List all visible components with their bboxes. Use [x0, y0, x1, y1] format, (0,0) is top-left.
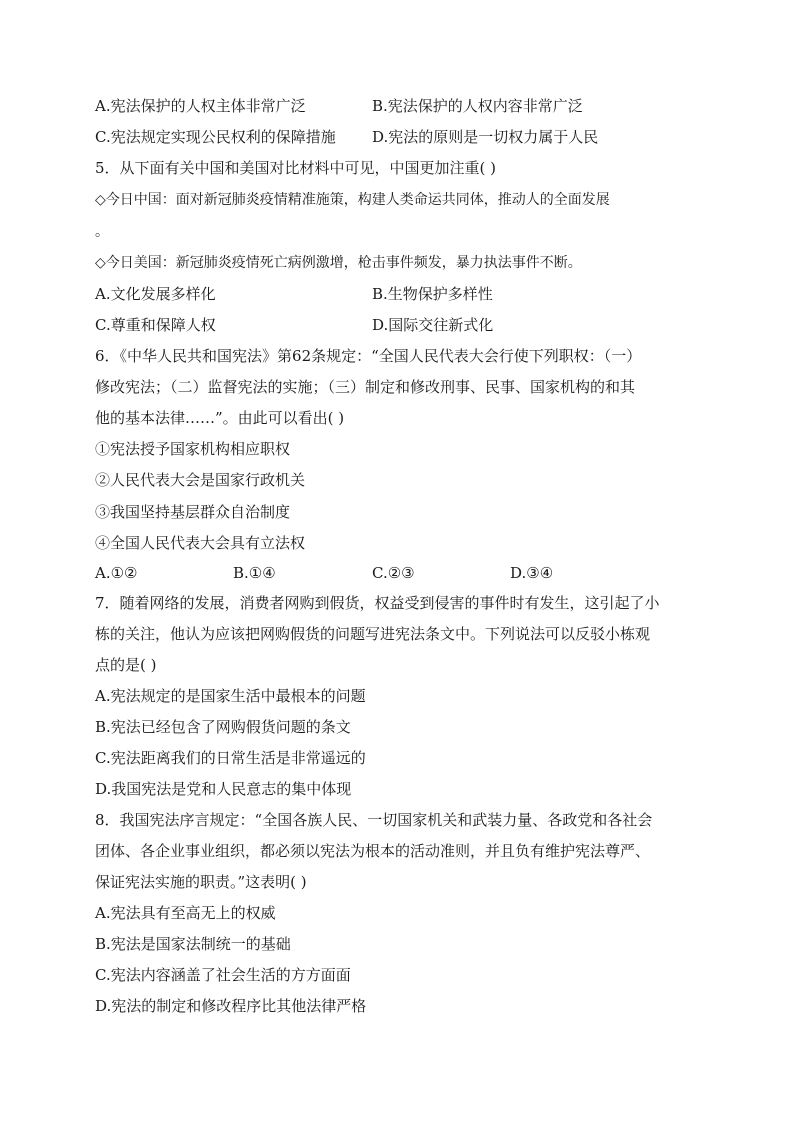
q7-option-c: C.宪法距离我们的日常生活是非常遥远的: [95, 749, 366, 767]
q5-material-usa: ◇今日美国：新冠肺炎疫情死亡病例激增，枪击事件频发，暴力执法事件不断。: [95, 255, 582, 271]
q6-option-d: D.③④: [510, 564, 554, 582]
q6-item-3: ③我国坚持基层群众自治制度: [95, 503, 291, 521]
q4-option-c: C.宪法规定实现公民权利的保障措施: [95, 128, 336, 146]
q6-item-4: ④全国人民代表大会具有立法权: [95, 534, 306, 552]
q8-stem-line2: 团体、各企业事业组织，都必须以宪法为根本的活动准则，并且负有维护宪法尊严、: [95, 842, 651, 860]
q8-option-d: D.宪法的制定和修改程序比其他法律严格: [95, 997, 367, 1015]
q8-option-c: C.宪法内容涵盖了社会生活的方方面面: [95, 966, 351, 984]
q7-stem-line2: 栋的关注，他认为应该把网购假货的问题写进宪法条文中。下列说法可以反驳小栋观: [95, 625, 651, 643]
q6-item-2: ②人民代表大会是国家行政机关: [95, 471, 306, 489]
q5-material-china-cont: 。: [95, 224, 109, 240]
q7-stem-line3: 点的是( ): [95, 656, 157, 674]
q5-option-a: A.文化发展多样化: [95, 285, 216, 303]
q5-option-d: D.国际交往新式化: [372, 316, 494, 334]
q5-stem: 5．从下面有关中国和美国对比材料中可见，中国更加注重( ): [95, 159, 497, 177]
q6-stem-line2: 修改宪法；（二）监督宪法的实施；（三）制定和修改刑事、民事、国家机构的和其: [95, 378, 636, 396]
q6-option-b: B.①④: [233, 564, 276, 582]
q7-stem-line1: 7．随着网络的发展，消费者网购到假货，权益受到侵害的事件时有发生，这引起了小: [95, 594, 660, 612]
q4-option-b: B.宪法保护的人权内容非常广泛: [372, 97, 583, 115]
q7-option-d: D.我国宪法是党和人民意志的集中体现: [95, 780, 352, 798]
q7-option-a: A.宪法规定的是国家生活中最根本的问题: [95, 687, 366, 705]
q8-stem-line3: 保证宪法实施的职责。”这表明( ): [95, 873, 307, 891]
q8-stem-line1: 8．我国宪法序言规定：“全国各族人民、一切国家机关和武装力量、各政党和各社会: [95, 811, 653, 829]
q4-option-a: A.宪法保护的人权主体非常广泛: [95, 97, 306, 115]
q8-option-a: A.宪法具有至高无上的权威: [95, 904, 276, 922]
q5-material-china: ◇今日中国：面对新冠肺炎疫情精准施策，构建人类命运共同体，推动人的全面发展: [95, 192, 610, 208]
q4-option-d: D.宪法的原则是一切权力属于人民: [372, 128, 599, 146]
q6-option-a: A.①②: [95, 564, 138, 582]
q6-stem-line3: 他的基本法律……”。由此可以看出( ): [95, 409, 345, 427]
q7-option-b: B.宪法已经包含了网购假货问题的条文: [95, 718, 351, 736]
q6-stem-line1: 6．《中华人民共和国宪法》第62条规定：“全国人民代表大会行使下列职权：（一）: [95, 347, 642, 365]
q5-option-b: B.生物保护多样性: [372, 285, 493, 303]
q6-option-c: C.②③: [372, 564, 415, 582]
q5-option-c: C.尊重和保障人权: [95, 316, 216, 334]
q6-item-1: ①宪法授予国家机构相应职权: [95, 440, 291, 458]
q8-option-b: B.宪法是国家法制统一的基础: [95, 935, 291, 953]
